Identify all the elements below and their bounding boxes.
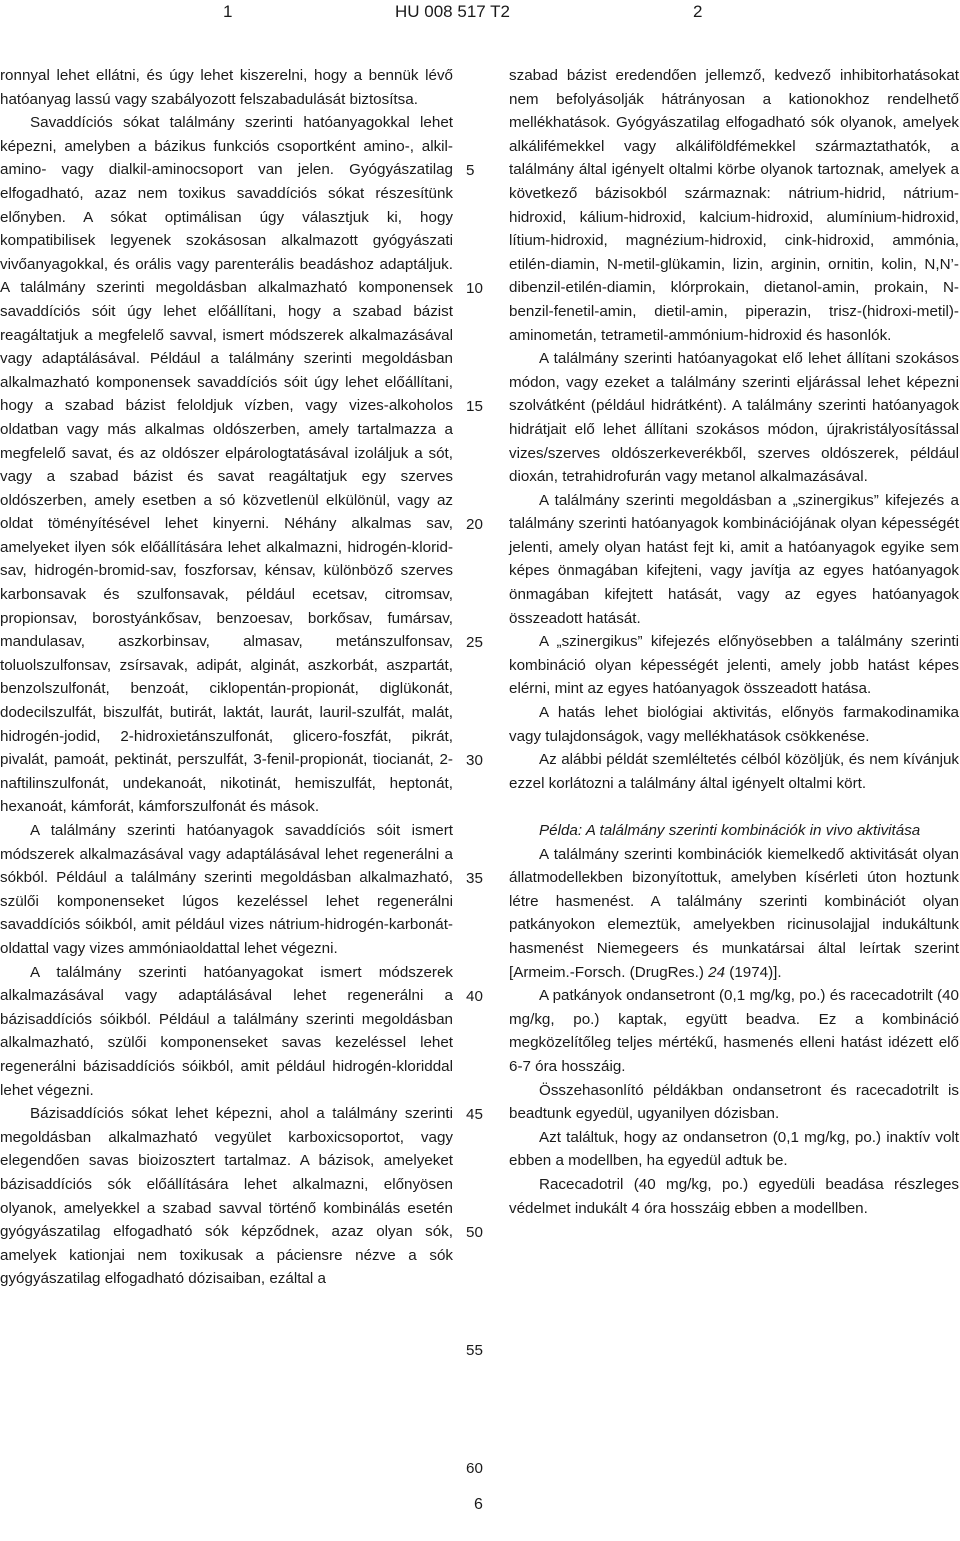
line-number: 30 xyxy=(466,752,483,769)
paragraph: A hatás lehet biológiai aktivitás, előnyös farmakodinamika vagy tulajdonságok, vagy mellékhatások csökkenése. xyxy=(509,704,959,745)
paragraph: A találmány szerinti megoldásban a „szinergikus” kifejezés a találmány szerinti hatóanyagok kombinációjának olyan képességét jelenti, amely olyan hatást fejt ki, amit a hatóanyagok egyike sem képes önmagában kifejteni, vagy javítja az egyes hatóanyagok önmagában kifejtett hatását, vagy az egyes hatóanyagok összeadott hatását. xyxy=(509,491,959,627)
page-number: 6 xyxy=(474,1496,483,1513)
line-number: 55 xyxy=(466,1342,483,1359)
paragraph: Azt találtuk, hogy az ondansetron (0,1 mg/kg, po.) inaktív volt ebben a modellben, ha egyedül adtuk be. xyxy=(509,1128,959,1170)
journal-volume: 24 xyxy=(708,963,726,981)
line-number: 60 xyxy=(466,1460,483,1477)
paragraph: szabad bázist eredendően jellemző, kedvező inhibitorhatásokat nem befolyásolják hátrányosan a kationokhoz rendelhető mellékhatások. Gyógyászatilag elfogadható sók olyanok, amelyek alkálifémekkel vagy alkáliföldfémekkel származtathatók, a találmány által igényelt oltalmi körbe olyanok tartoznak, amelyek a következő bázisokból származnak: nátrium-hidrid, nátrium-hidroxid, kálium-hidroxid, kalcium-hidroxid, alumínium-hidroxid, lítium-hidroxid, magnézium-hidroxid, cink-hidroxid, ammónia, etilén-diamin, N-metil-glükamin, lizin, arginin, ornitin, kolin, N,N’-dibenzil-etilén-diamin, klórprokain, dietanol-amin, prokain, N-benzil-fenetil-amin, dietil-amin, piperazin, trisz-(hidroxi-metil)-aminometán, tetrametil-ammónium-hidroxid és hasonlók. xyxy=(509,67,959,344)
paragraph-text: (1974)]. xyxy=(725,963,782,981)
paragraph: ronnyal lehet ellátni, és úgy lehet kiszerelni, hogy a bennük lévő hatóanyag lassú vagy szabályozott felszabadulását biztosítsa. xyxy=(0,67,453,108)
paragraph: A találmány szerinti hatóanyagokat ismert módszerek alkalmazásával vagy adaptálásával lehet regenerálni a bázisaddíciós sóikból. Például a találmány szerinti megoldásban alkalmazható, szülői komponenseket savas kezeléssel lehet regenerálni bázisaddíciós sóikból, amit például hidrogén-kloriddal lehet végezni. xyxy=(0,963,453,1099)
line-number: 40 xyxy=(466,988,483,1005)
paragraph-text: A találmány szerinti kombinációk kiemelkedő aktivitását olyan állatmodellekben bizonyítottuk, amelyben kísérleti úton hoztunk létre hasmenést. A találmány szerinti kombinációt olyan patkányokon elemeztük, amelyekben ricinusolajjal indukáltunk hasmenést Niemegeers és munkatársai által leírtak szerint [Armeim.-Forsch. (DrugRes.) xyxy=(509,845,959,981)
right-text-column xyxy=(509,64,959,1220)
paragraph: A találmány szerinti hatóanyagokat elő lehet állítani szokásos módon, vagy ezeket a találmány szerinti eljárással lehet képezni szolvátként (például hidrátként). A találmány szerinti hatóanyagok hidrátjait elő lehet állítani szokásos módon, újrakristályosítással vizes/szerves oldószerkeverékből, szerves oldószerek, például dioxán, tetrahidrofurán vagy metanol alkalmazásával. xyxy=(509,350,959,486)
paragraph: Az alábbi példát szemléltetés célból közöljük, és nem kívánjuk ezzel korlátozni a találmány által igényelt oltalmi kört. xyxy=(509,751,959,792)
line-number: 15 xyxy=(466,398,483,415)
header-column-number-right: 2 xyxy=(693,2,703,21)
left-text-column xyxy=(0,64,453,1291)
line-number: 25 xyxy=(466,634,483,651)
line-number: 35 xyxy=(466,870,483,887)
paragraph: A „szinergikus” kifejezés előnyösebben a találmány szerinti kombináció olyan képességét jelenti, amely jobb hatást képes elérni, mint az egyes hatóanyagok összeadott hatása. xyxy=(509,633,959,698)
paragraph: Racecadotril (40 mg/kg, po.) egyedüli beadása részleges védelmet indukált 4 óra hosszáig ebben a modellben. xyxy=(509,1175,959,1217)
paragraph: Bázisaddíciós sókat lehet képezni, ahol a találmány szerinti megoldásban alkalmazható vegyület karboxicsoportot, vagy elegendően savas bioizosztert tartalmaz. A bázisok, amelyeket bázisaddíciós sók előállítására lehet alkalmazni, előnyösen olyanok, amelyekkel a szabad savval történő kombinálás esetén gyógyászatilag elfogadható sók képződnek, azaz olyan sók, amelyek kationjai nem toxikusak a páciensre nézve a sók gyógyászatilag elfogadható dózisaiban, ezáltal a xyxy=(0,1105,453,1288)
header-column-number-left: 1 xyxy=(223,2,233,21)
header-patent-number: HU 008 517 T2 xyxy=(395,2,510,21)
line-number: 10 xyxy=(466,280,483,297)
paragraph-with-reference xyxy=(509,843,959,985)
paragraph: A találmány szerinti hatóanyagok savaddíciós sóit ismert módszerek alkalmazásával vagy adaptálásával lehet regenerálni a sókból. Például a találmány szerinti megoldásban alkalmazható, szülői komponenseket lúgos kezeléssel lehet regenerálni savaddíciós sóikból, amit például vizes nátrium-hidrogén-karbonát-oldattal vagy vizes ammóniaoldattal lehet végezni. xyxy=(0,822,453,957)
paragraph: Savaddíciós sókat találmány szerinti hatóanyagokkal lehet képezni, amelyben a bázikus funkciós csoportként amino-, alkil-amino- vagy dialkil-aminocsoport van jelen. Gyógyászatilag elfogadható, azaz nem toxikus savaddíciós sókat részesítünk előnyben. A sókat optimálisan úgy választjuk ki, hogy kompatibilisek legyenek szokásosan alkalmazott gyógyászati vivőanyagokkal, és orális vagy parenterális beadáshoz adaptáljuk. A találmány szerinti megoldásban alkalmazható komponensek savaddíciós sóit úgy lehet előállítani, hogy a szabad bázist reagáltatjuk a megfelelő savval, ismert módszerek alkalmazásával vagy adaptálásával. Például a találmány szerinti megoldásban alkalmazható komponensek savaddíciós sóit úgy lehet előállítani, hogy a szabad bázist feloldjuk vízben, vagy vizes-alkoholos oldatban vagy más alkalmas oldószerben, amely tartalmazza a megfelelő savat, és az oldószer elpárologtatásával izoláljuk a sót, vagy a szabad bázist és savat reagáltatjuk egy szerves oldószerben, amely esetben a só közvetlenül elkülönül, vagy az oldat töményítésével lehet kinyerni. Néhány alkalmas sav, amelyeket ilyen sók előállítására lehet alkalmazni, hidrogén-klorid-sav, hidrogén-bromid-sav, foszforsav, kénsav, különböző szerves karbonsavak és szulfonsavak, például ecetsav, citromsav, propionsav, borostyánkősav, benzoesav, borkősav, fumársav, mandulasav, aszkorbinsav, almasav, metánszulfonsav, toluolszulfonsav, zsírsavak, adipát, alginát, aszkorbát, aszpartát, benzolszulfonát, benzoát, ciklopentán-propionát, diglükonát, dodecilszulfát, biszulfát, butirát, laktát, laurát, lauril-szulfát, malát, hidrogén-jodid, 2-hidroxietánszulfonát, glicero-foszfát, pikrát, pivalát, pamoát, pektinát, perszulfát, 3-fenil-propionát, tiocianát, 2-naftilinszulfonát, undekanoát, nikotinát, hemiszulfát, heptonát, hexanoát, kámforát, kámforszulfonát és mások. xyxy=(0,114,453,816)
paragraph: Összehasonlító példákban ondansetront és racecadotrilt is beadtunk egyedül, ugyanilyen dózisban. xyxy=(509,1081,959,1123)
line-number: 50 xyxy=(466,1224,483,1241)
paragraph: A patkányok ondansetront (0,1 mg/kg, po.) és racecadotrilt (40 mg/kg, po.) kaptak, együtt beadva. Ez a kombináció megközelítőleg teljes mértékű, hasmenés elleni hatást idézett elő 6-7 óra hosszáig. xyxy=(509,987,959,1075)
line-number: 45 xyxy=(466,1106,483,1123)
example-heading: Példa: A találmány szerinti kombinációk in vivo aktivitása xyxy=(539,822,921,839)
line-number: 5 xyxy=(466,162,475,179)
line-number: 20 xyxy=(466,516,483,533)
